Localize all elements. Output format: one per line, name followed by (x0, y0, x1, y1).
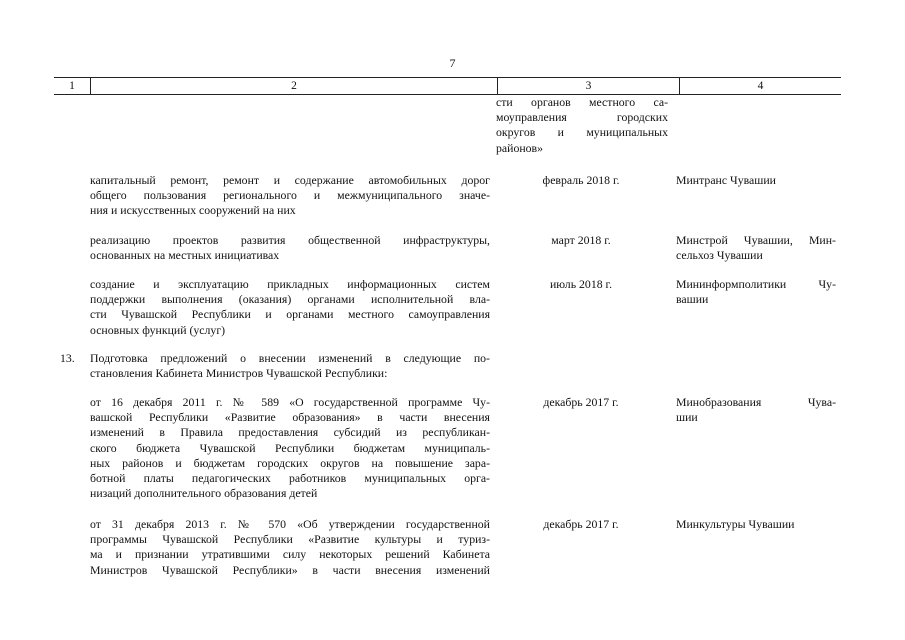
row-responsible (676, 173, 836, 188)
header-col-4: 4 (757, 80, 764, 92)
row-date: декабрь 2017 г. (543, 517, 619, 531)
row-description (90, 351, 490, 381)
text-line: программы Чувашской Республики «Развитие культуры и туриз- (90, 532, 490, 547)
text-line: Мининформполитики Чу- (676, 277, 836, 291)
text-line: ского бюджета Чувашской Республики бюджетам муниципаль- (90, 440, 490, 455)
row-responsible (676, 277, 836, 307)
row-description (90, 395, 490, 501)
row-description (90, 277, 490, 338)
row-description (90, 233, 490, 263)
text-line: капитальный ремонт, ремонт и содержание автомобильных дорог (90, 173, 490, 187)
text-line: Министров Чувашской Республики» в части внесения изменений (90, 562, 490, 577)
text-line: становления Кабинета Министров Чувашской Республики: (90, 366, 388, 381)
text-line: вашской Республики «Развитие образования» в части внесения (90, 410, 490, 425)
text-line: общего пользования регионального и межмуниципального значе- (90, 188, 490, 203)
text-line: реализацию проектов развития общественной инфраструктуры, (90, 233, 490, 247)
row-date: март 2018 г. (551, 233, 611, 247)
text-line: сти органов местного са- (496, 95, 668, 109)
continuation-text (496, 95, 668, 156)
text-line: ния и искусственных сооружений на них (90, 203, 296, 218)
text-line: основных функций (услуг) (90, 322, 226, 337)
text-line: низаций дополнительного образования детей (90, 486, 318, 501)
text-line: моуправления городских (496, 110, 668, 125)
text-line: шии (676, 410, 698, 425)
text-line: создание и эксплуатацию прикладных информационных систем (90, 277, 490, 291)
text-line: Минкультуры Чувашии (676, 517, 795, 531)
text-line: сельхоз Чувашии (676, 248, 763, 263)
text-line: от 16 декабря 2011 г. № 589 «О государственной программе Чу- (90, 395, 490, 409)
page-number: 7 (449, 56, 456, 70)
text-line: изменений в Правила предоставления субсидий из республикан- (90, 425, 490, 440)
header-col-1: 1 (69, 80, 75, 92)
table-header (54, 77, 841, 95)
text-line: округов и муниципальных (496, 125, 668, 140)
row-description (90, 517, 490, 578)
row-date: февраль 2018 г. (542, 173, 620, 187)
text-line: ма и признании утратившими силу некоторых решений Кабинета (90, 547, 490, 562)
header-col-3: 3 (585, 80, 592, 92)
text-line: поддержки выполнения (оказания) органами исполнительной вла- (90, 292, 490, 307)
text-line: от 31 декабря 2013 г. № 570 «Об утверждении государственной (90, 517, 490, 531)
row-date: июль 2018 г. (549, 277, 613, 291)
text-line: Минстрой Чувашии, Мин- (676, 233, 836, 247)
text-line: ботной платы педагогических работников муниципальных орга- (90, 470, 490, 485)
text-line: Подготовка предложений о внесении изменений в следующие по- (90, 351, 490, 365)
header-col-2: 2 (291, 80, 297, 92)
row-number: 13. (60, 351, 75, 365)
text-line: Минтранс Чувашии (676, 173, 776, 187)
text-line: районов» (496, 140, 544, 155)
text-line: вашии (676, 292, 709, 307)
row-date: декабрь 2017 г. (543, 395, 619, 409)
text-line: сти Чувашской Республики и органами местного самоуправления (90, 307, 490, 322)
row-responsible (676, 517, 836, 532)
row-description (90, 173, 490, 219)
text-line: основанных на местных инициативах (90, 248, 280, 263)
text-line: Минобразования Чува- (676, 395, 836, 409)
row-responsible (676, 233, 836, 263)
row-responsible (676, 395, 836, 425)
text-line: ных районов и бюджетам городских округов на повышение зара- (90, 455, 490, 470)
